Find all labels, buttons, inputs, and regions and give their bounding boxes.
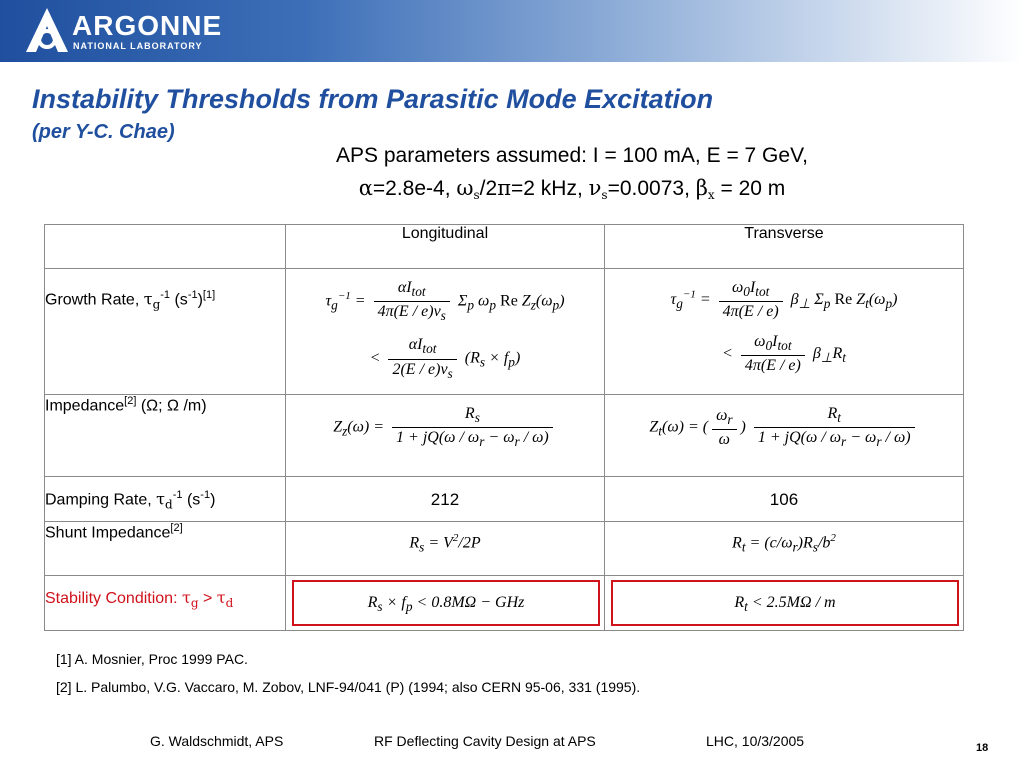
aps-parameters (262, 139, 882, 212)
damping-rate-row (45, 477, 964, 522)
growth-trans-eq-1: $\tau_g^{-1}$ = $\frac{\omega_0I_{tot}}{4\pi(E / e)}$ $\beta_\perp$ $\Sigma_p$ Re $Z_t(\omega_p)$ (670, 279, 898, 321)
stability-condition-label: Stability Condition: $\tau_g > \tau_d$ (45, 576, 286, 631)
reference-1: [1] A. Mosnier, Proc 1999 PAC. (56, 651, 248, 667)
params-line-1: APS parameters assumed: I = 100 mA, E = 7 GeV, (336, 144, 808, 167)
damping-rate-label: Damping Rate, $\tau_d^{-1}$ $(s^{-1})$ (45, 477, 286, 522)
impedance-transverse-formula: $Z_t(\omega)$ = ( $\frac{\omega_r}{\omega}$ ) $\frac{R_t}{1 + jQ(\omega / \omega_r - \omega_r / \omega)}$ (604, 395, 963, 477)
header-empty-cell (45, 225, 286, 269)
impedance-label: Impedance[2] (Ω; Ω /m) (45, 395, 286, 477)
growth-long-eq-2: < $\frac{\alpha I_{tot}}{2(E / e)\nu_s}$ $(R_s \times f_p)$ (369, 336, 521, 381)
reference-2: [2] L. Palumbo, V.G. Vaccaro, M. Zobov, LNF-94/041 (P) (1994; also CERN 95-06, 331 (1995). (56, 679, 641, 695)
footer-talk-title: RF Deflecting Cavity Design at APS (374, 733, 596, 749)
impedance-row (45, 395, 964, 477)
growth-rate-label: Growth Rate, $\tau_g^{-1}$ $(s^{-1})[1]$ (45, 269, 286, 395)
growth-rate-longitudinal-formula (286, 269, 605, 395)
footer-author: G. Waldschmidt, APS (150, 733, 284, 749)
slide-title: Instability Thresholds from Parasitic Mode Excitation (32, 84, 714, 114)
stability-longitudinal-formula: $R_s \times f_p < 0.8M\Omega$ − GHz (286, 576, 605, 631)
header-banner (0, 0, 1024, 62)
references (56, 645, 640, 701)
stability-condition-row (45, 576, 964, 631)
growth-trans-eq-2: < $\frac{\omega_0I_{tot}}{4\pi(E / e)}$ $\beta_\perp R_t$ (722, 333, 846, 375)
damping-longitudinal-value: 212 (286, 477, 605, 522)
shunt-transverse-formula: $R_t = (c/\omega_r)R_s/b^2$ (604, 522, 963, 576)
impedance-longitudinal-formula: $Z_z(\omega)$ = $\frac{R_s}{1 + jQ(\omega / \omega_r - \omega_r / \omega)}$ (286, 395, 605, 477)
table-header-row (45, 225, 964, 269)
stability-transverse-formula: $R_t < 2.5M\Omega / m$ (604, 576, 963, 631)
growth-rate-row (45, 269, 964, 395)
argonne-a-icon (24, 6, 70, 54)
growth-long-eq-1: $\tau_g^{-1}$ = $\frac{\alpha I_{tot}}{4\pi(E / e)\nu_s}$ $\Sigma_p$ $\omega_p$ Re $Z_z(\omega_p)$ (325, 279, 565, 324)
header-longitudinal: Longitudinal (286, 225, 605, 269)
params-line-2: α=2.8e-4, $\omega_s/2\pi=2$ kHz, $\nu_s=0.0073$, $\beta_x = 20$ m (358, 176, 786, 202)
page-number: 18 (976, 742, 989, 754)
logo-subtitle: NATIONAL LABORATORY (73, 41, 203, 51)
footer-event-date: LHC, 10/3/2005 (706, 733, 805, 749)
damping-transverse-value: 106 (604, 477, 963, 522)
logo-wordmark: ARGONNE (72, 10, 223, 41)
header-transverse: Transverse (604, 225, 963, 269)
thresholds-table (44, 224, 964, 631)
shunt-impedance-label: Shunt Impedance[2] (45, 522, 286, 576)
shunt-longitudinal-formula: $R_s = V^2/2P$ (286, 522, 605, 576)
slide-subtitle: (per Y-C. Chae) (32, 121, 175, 143)
shunt-impedance-row (45, 522, 964, 576)
growth-rate-transverse-formula (604, 269, 963, 395)
